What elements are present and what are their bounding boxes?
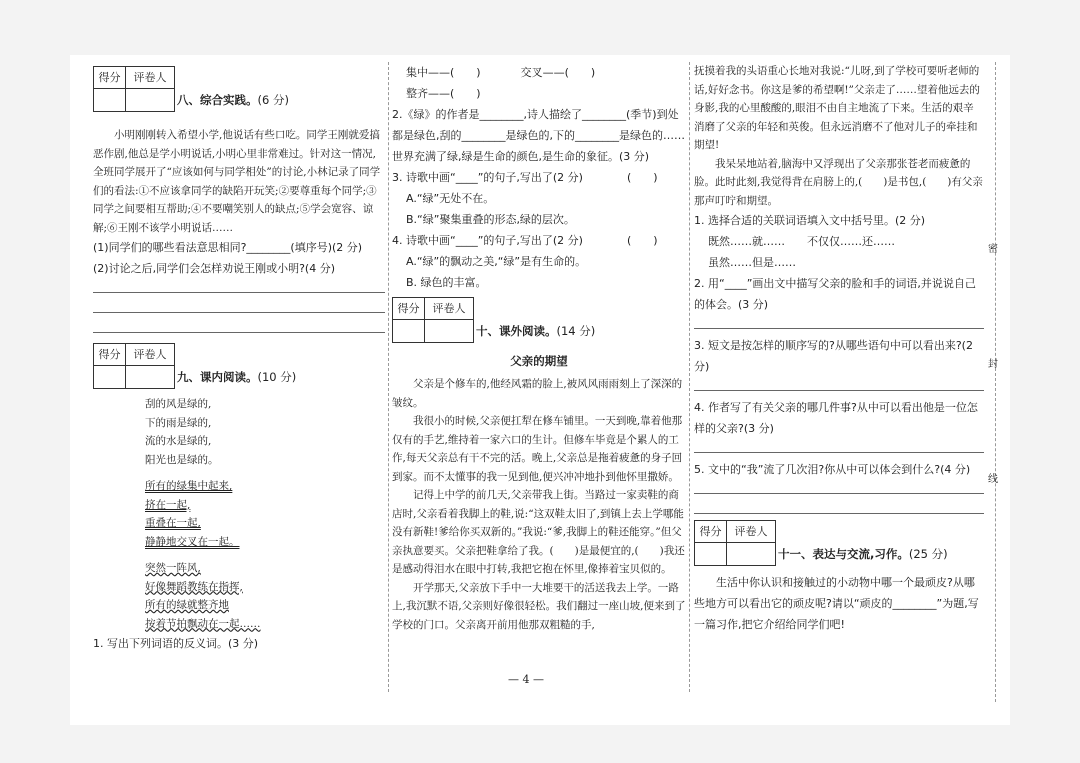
antonym-row	[392, 62, 686, 83]
answer-line[interactable]	[93, 319, 385, 333]
col2-q3: 3. 诗歌中画“____”的句子,写出了(2 分) ( )	[392, 171, 658, 184]
sec9-q1: 1. 写出下列词语的反义词。(3 分)	[93, 637, 259, 650]
writing-prompt: 生活中你认识和接触过的小动物中哪一个最顽皮?从哪些地方可以看出它的顽皮呢?请以“顽皮的________”为题,写一篇习作,把它介绍给同学们吧!	[694, 576, 979, 631]
poem	[93, 395, 385, 633]
answer-line[interactable]	[694, 377, 984, 391]
option: B.“绿”聚集重叠的形态,绿的层次。	[406, 213, 575, 226]
article-paragraph: 我呆呆地站着,脑海中又浮现出了父亲那张苍老而疲惫的脸。此时此刻,我觉得背在肩膀上的,( )是书包,( )有父亲那声叮咛和期望。	[694, 157, 983, 207]
answer-line[interactable]	[694, 439, 984, 453]
option: A.“绿”的飘动之美,“绿”是有生命的。	[406, 255, 587, 268]
answer-line[interactable]	[694, 500, 984, 514]
column-divider	[388, 62, 389, 692]
poem-line: 所有的绿就整齐地	[145, 599, 229, 611]
column-divider	[689, 62, 690, 692]
article-title: 父亲的期望	[510, 354, 568, 368]
col3-q1: 1. 选择合适的关联词语填入文中括号里。(2 分)	[694, 214, 926, 227]
column-right	[694, 62, 984, 635]
sec8-q1: (1)同学们的哪些看法意思相同?________(填序号)(2 分)	[93, 241, 363, 254]
q1-options: 既然……就…… 不仅仅……还……	[708, 235, 895, 248]
score-box	[694, 520, 776, 566]
column-middle	[392, 62, 686, 634]
poem-line: 刮的风是绿的,	[145, 398, 212, 410]
article-paragraph: 父亲是个修车的,他经风霜的脸上,被风风雨雨刻上了深深的皱纹。	[392, 378, 683, 409]
answer-line[interactable]	[93, 299, 385, 313]
column-left	[93, 62, 385, 654]
option: A.“绿”无处不在。	[406, 192, 495, 205]
score-label: 得分	[94, 344, 126, 366]
grader-label: 评卷人	[727, 521, 775, 543]
col3-q2: 2. 用“____”画出文中描写父亲的脸和手的词语,并说说自己的体会。(3 分)	[694, 277, 976, 311]
col2-q4: 4. 诗歌中画“____”的句子,写出了(2 分) ( )	[392, 234, 658, 247]
poem-line: 流的水是绿的,	[145, 435, 212, 447]
grader-label: 评卷人	[126, 67, 174, 89]
col3-q4: 4. 作者写了有关父亲的哪几件事?从中可以看出他是一位怎样的父亲?(3 分)	[694, 401, 978, 435]
answer-line[interactable]	[694, 480, 984, 494]
antonym-item: 集中——( )	[406, 66, 481, 79]
col3-q3: 3. 短文是按怎样的顺序写的?从哪些语句中可以看出来?(2 分)	[694, 339, 973, 373]
score-box	[392, 297, 474, 343]
score-label: 得分	[695, 521, 727, 543]
score-label: 得分	[393, 298, 425, 320]
score-label: 得分	[94, 67, 126, 89]
sec8-title: 八、综合实践。(6 分)	[177, 93, 289, 107]
sec9-title: 九、课内阅读。(10 分)	[177, 370, 297, 384]
poem-line: 好像舞蹈教练在指挥,	[145, 580, 243, 593]
sec8-q2: (2)讨论之后,同学们会怎样劝说王刚或小明?(4 分)	[93, 262, 335, 275]
article-paragraph: 开学那天,父亲放下手中一大堆要干的活送我去上学。一路上,我沉默不语,父亲则好像很轻松。我们翻过一座山坡,便来到了学校的门口。父亲离开前用他那双粗糙的手,	[392, 581, 686, 631]
sec11-title: 十一、表达与交流,习作。(25 分)	[778, 547, 948, 561]
grader-label: 评卷人	[126, 344, 174, 366]
poem-line: 所有的绿集中起来,	[145, 480, 233, 492]
sec10-header	[392, 297, 686, 343]
page-number: — 4 —	[508, 673, 544, 686]
article-paragraph: 记得上中学的前几天,父亲带我上街。当路过一家卖鞋的商店时,父亲看着我脚上的鞋,说:“这双鞋太旧了,到镇上去上学哪能没有新鞋!爹给你买双新的。”我说:“爹,我脚上的鞋还能穿。”但父亲执意要买。父亲把鞋拿给了我。( )是最便宜的,( )我还是感动得泪水在眼中打转,我把它抱在怀里,像捧着宝贝似的。	[392, 489, 685, 575]
poem-line: 按着节拍飘动在一起……	[145, 617, 261, 630]
poem-line: 挤在一起,	[145, 498, 191, 511]
article-paragraph: 我很小的时候,父亲便扛犁在修车铺里。一天到晚,靠着他那仅有的手艺,维持着一家六口的生计。但修车毕竟是个累人的工作,每天父亲总有干不完的活。晚上,父亲总是拖着疲惫的身子回到家。而不太懂事的我一见到他,便兴冲冲地扑到他怀里撒娇。	[392, 415, 683, 483]
seal-mark: 封	[988, 359, 998, 370]
poem-line: 阳光也是绿的。	[145, 453, 219, 466]
sec11-header	[694, 520, 984, 566]
seal-mark: 密	[988, 244, 998, 255]
seal-line	[995, 62, 996, 702]
score-box	[93, 343, 175, 389]
sec9-header	[93, 343, 385, 389]
poem-line: 重叠在一起,	[145, 517, 201, 529]
sec8-paragraph: 小明刚刚转入希望小学,他说话有些口吃。同学王刚就爱搞恶作剧,他总是学小明说话,小明心里非常难过。针对这一情况,全班同学展开了“应该如何与同学相处”的讨论,小林记录了同学们的看法:①不应该拿同学的缺陷开玩笑;②要尊重每个同学;③同学之间要相互帮助;④不要嘲笑别人的缺点;⑤学会宽容、谅解;⑥王刚不该学小明说话……	[93, 129, 381, 234]
poem-line: 突然一阵风,	[145, 562, 201, 574]
sec8-header	[93, 66, 385, 112]
grader-label: 评卷人	[425, 298, 473, 320]
answer-line[interactable]	[93, 279, 385, 293]
col3-q5: 5. 文中的“我”流了几次泪?你从中可以体会到什么?(4 分)	[694, 463, 971, 476]
score-box	[93, 66, 175, 112]
poem-line: 下的雨是绿的,	[145, 416, 212, 429]
option: B. 绿色的丰富。	[406, 276, 487, 289]
poem-line: 静静地交叉在一起。	[145, 535, 240, 548]
answer-line[interactable]	[694, 315, 984, 329]
sec10-title: 十、课外阅读。(14 分)	[476, 324, 596, 338]
antonym-item: 整齐——( )	[406, 87, 481, 100]
col2-q2: 2.《绿》的作者是________,诗人描绘了________(季节)到处都是绿色,刮的________是绿色的,下的________是绿色的……世界充满了绿,绿是生命的颜色,是生命的象征。(3 分)	[392, 108, 685, 163]
q1-options: 虽然……但是……	[708, 256, 796, 269]
antonym-item: 交叉——( )	[520, 66, 596, 79]
seal-mark: 线	[988, 474, 998, 485]
article-paragraph: 抚摸着我的头语重心长地对我说:“儿呀,到了学校可要听老师的话,好好念书。你这是爹的希望啊!”父亲走了……望着他远去的身影,我的心里酸酸的,眼泪不由自主地流了下来。生活的艰辛消磨了父亲的年轻和英俊。但永远消磨不了他对儿子的牵挂和期望!	[694, 65, 980, 151]
